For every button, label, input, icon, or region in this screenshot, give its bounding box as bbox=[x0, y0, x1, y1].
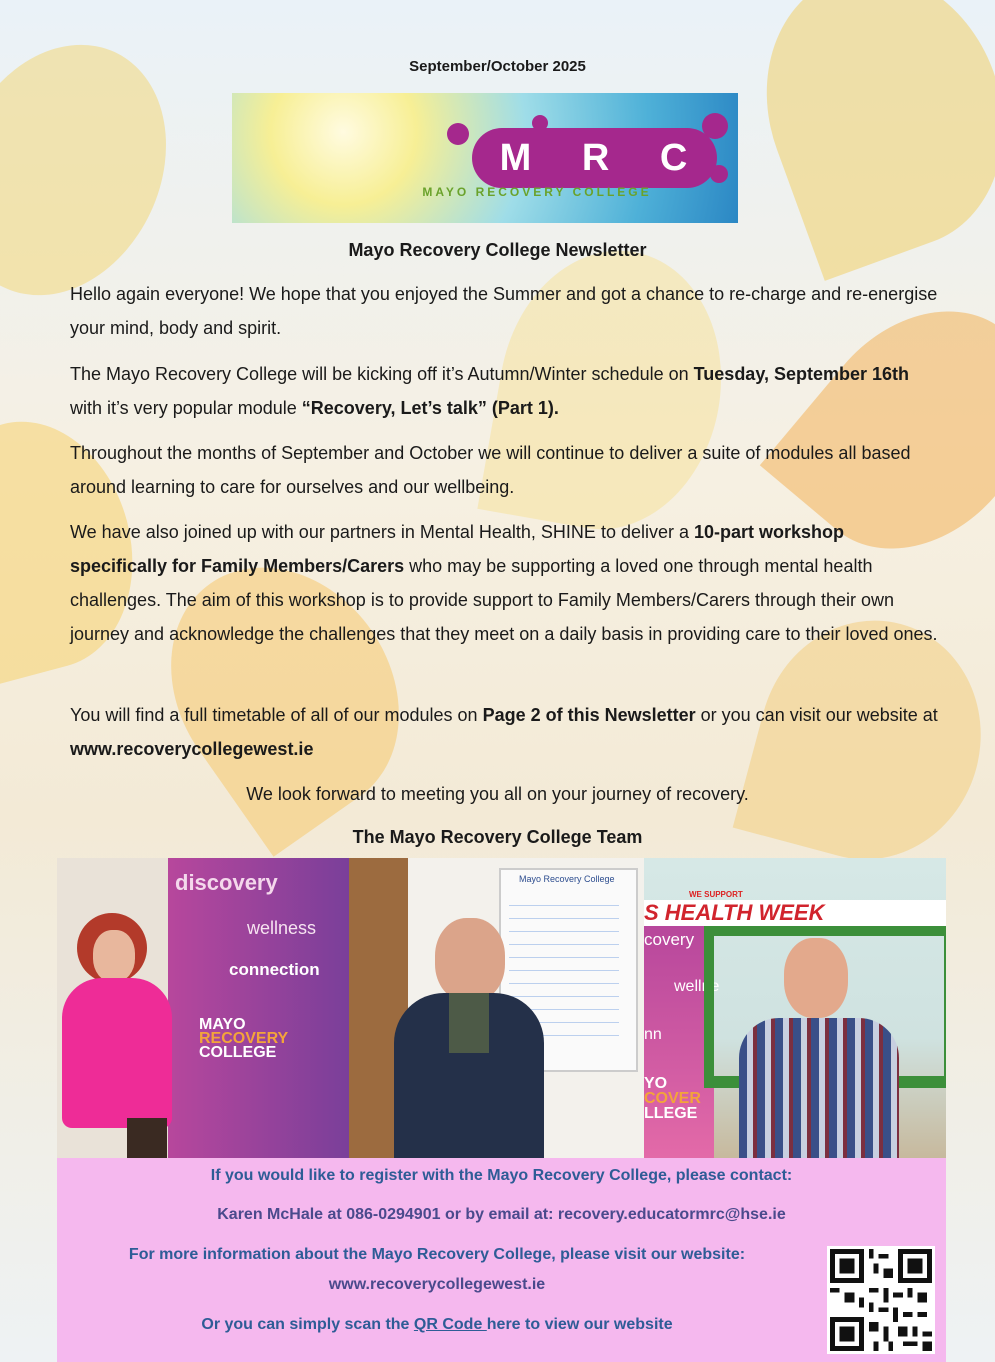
more-info-line: For more information about the Mayo Recovery College, please visit our website: bbox=[128, 1246, 746, 1263]
timetable-paragraph: You will find a full timetable of all of our modules on Page 2 of this Newsletter or you can visit our website at www.recoverycollegewest.ie bbox=[70, 705, 938, 759]
closing-line: We look forward to meeting you all on your journey of recovery. bbox=[246, 784, 749, 804]
contact-box bbox=[57, 1158, 946, 1362]
issue-date: September/October 2025 bbox=[409, 58, 586, 75]
photo-educator-health-week: WE SUPPORT S HEALTH WEEK covery wellne nn YO COVER LLEGE bbox=[644, 858, 946, 1158]
photo-educator-banner: discovery wellness connection MAYO RECOVERY COLLEGE bbox=[57, 858, 349, 1158]
health-week-sign: S HEALTH WEEK bbox=[644, 900, 946, 926]
website-url[interactable]: www.recoverycollegewest.ie bbox=[328, 1276, 546, 1293]
intro-paragraph: Hello again everyone! We hope that you enjoyed the Summer and got a chance to re-charge and re-energise your mind, body and spirit. bbox=[70, 284, 938, 338]
website-link: www.recoverycollegewest.ie bbox=[70, 739, 314, 759]
photo-educator-whiteboard: Mayo Recovery College bbox=[349, 858, 644, 1158]
person-2 bbox=[435, 918, 505, 1002]
mrc-logo: M R C bbox=[472, 128, 717, 188]
mrc-logo-banner bbox=[232, 93, 738, 223]
schedule-paragraph: The Mayo Recovery College will be kicking off it’s Autumn/Winter schedule on Tuesday, September 16th with it’s very popular module “Recovery, Let’s talk” (Part 1). bbox=[70, 364, 910, 418]
qr-code-icon[interactable] bbox=[827, 1246, 935, 1354]
workshop-paragraph: We have also joined up with our partners in Mental Health, SHINE to deliver a 10-part workshop specifically for Family Members/Carers who may be supporting a loved one through mental health challenges. The aim of this workshop is to provide support to Family Members/Carers through their own journey and acknowledge the challenges that they meet on a daily basis in providing care to their loved ones. bbox=[70, 522, 938, 644]
contact-details: Karen McHale at 086-0294901 or by email at: recovery.educatormrc@hse.ie bbox=[217, 1206, 786, 1223]
team-signoff: The Mayo Recovery College Team bbox=[352, 827, 643, 847]
qr-instructions: Or you can simply scan the QR Code here to view our website bbox=[201, 1316, 673, 1333]
qr-code-link[interactable]: QR Code bbox=[413, 1316, 487, 1333]
logo-subtitle: MAYO RECOVERY COLLEGE bbox=[422, 185, 652, 199]
person-3 bbox=[784, 938, 848, 1018]
register-line: If you would like to register with the Mayo Recovery College, please contact: bbox=[210, 1167, 793, 1184]
team-photos bbox=[57, 858, 946, 1158]
modules-paragraph: Throughout the months of September and October we will continue to deliver a suite of modules all based around learning to care for ourselves and our wellbeing. bbox=[70, 443, 911, 497]
newsletter-title: Mayo Recovery College Newsletter bbox=[348, 240, 647, 260]
